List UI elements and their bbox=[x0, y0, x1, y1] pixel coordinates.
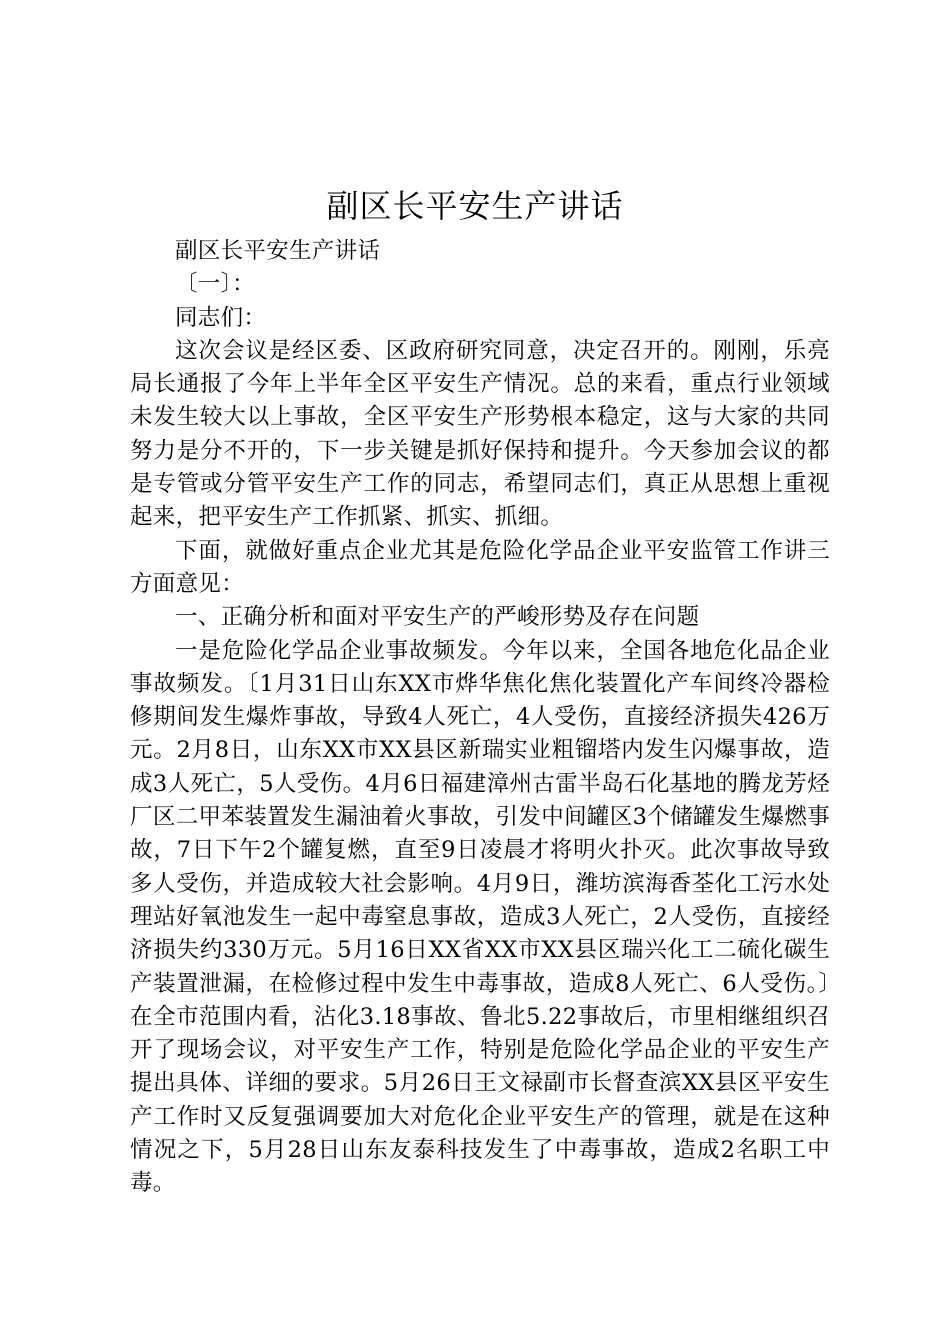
outline-paragraph: 下面，就做好重点企业尤其是危险化学品企业平安监管工作讲三方面意见： bbox=[130, 537, 830, 597]
incident-paragraph: 一是危险化学品企业事故频发。今年以来，全国各地危化品企业事故频发。〔1月31日山东XX市烨华焦化焦化装置化产车间终冷器检修期间发生爆炸事故，导致4人死亡，4人受伤，直接经济损失426万元。2月8日，山东XX市XX县区新瑞实业粗镏塔内发生闪爆事故，造成3人死亡，5人受伤。4月6日福建漳州古雷半岛石化基地的腾龙芳烃厂区二甲苯装置发生漏油着火事故，引发中间罐区3个储罐发生爆燃事故，7日下午2个罐复燃，直至9日凌晨才将明火扑灭。此次事故导致多人受伤，并造成较大社会影响。4月9日，潍坊滨海香荃化工污水处理站好氧池发生一起中毒窒息事故，造成3人死亡，2人受伤，直接经济损失约330万元。5月16日XX省XX市XX县区瑞兴化工二硫化碳生产装置泄漏，在检修过程中发生中毒事故，造成8人死亡、6人受伤。〕在全市范围内看，沾化3.18事故、鲁北5.22事故后，市里相继组织召开了现场会议，对平安生产工作，特别是危险化学品企业的平安生产提出具体、详细的要求。5月26日王文禄副市长督查滨XX县区平安生产工作时又反复强调要加大对危化企业平安生产的管理，就是在这种情况之下，5月28日山东友泰科技发生了中毒事故，造成2名职工中毒。 bbox=[130, 637, 830, 1197]
document-title: 副区长平安生产讲话 bbox=[326, 187, 624, 225]
section-heading: 一、正确分析和面对平安生产的严峻形势及存在问题 bbox=[175, 604, 700, 631]
document-body bbox=[130, 235, 830, 1201]
subtitle-paragraph: 副区长平安生产讲话 bbox=[175, 238, 381, 264]
salutation-paragraph: 同志们： bbox=[175, 304, 267, 331]
section-number-paragraph: 〔一〕： bbox=[175, 271, 255, 298]
intro-paragraph: 这次会议是经区委、区政府研究同意，决定召开的。刚刚，乐亮局长通报了今年上半年全区平安生产情况。总的来看，重点行业领域未发生较大以上事故，全区平安生产形势根本稳定，这与大家的共同努力是分不开的，下一步关键是抓好保持和提升。今天参加会议的都是专管或分管平安生产工作的同志，希望同志们，真正从思想上重视起来，把平安生产工作抓紧、抓实、抓细。 bbox=[130, 337, 830, 531]
